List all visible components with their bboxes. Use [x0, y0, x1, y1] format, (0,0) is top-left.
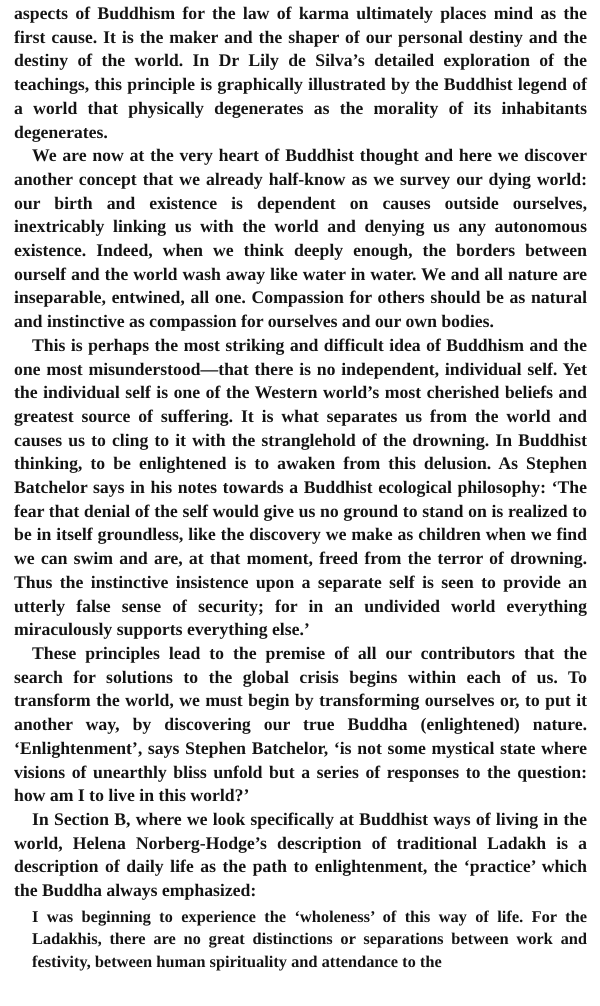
paragraph-section-b: In Section B, where we look specifically at Buddhist ways of living in the world, Helena Norberg-Hodge’s description of traditional Ladakh is a description of daily life as the path to enlightenment, the ‘practice’ which the Buddha always emphasized:	[14, 808, 587, 901]
paragraph-karma: aspects of Buddhism for the law of karma ultimately places mind as the first cause. It is the maker and the shaper of our personal destiny and the destiny of the world. In Dr Lily de Silva’s detailed exploration of the teachings, this principle is graphically illustrated by the Buddhist legend of a world that physically degenerates as the morality of its inhabitants degenerates.	[14, 3, 587, 142]
book-page	[14, 2, 587, 973]
paragraph-no-self: This is perhaps the most striking and difficult idea of Buddhism and the one most misunderstood—that there is no independent, individual self. Yet the individual self is one of the Western world’s most cherished beliefs and greatest source of suffering. It is what separates us from the world and causes us to cling to it with the stranglehold of the drowning. In Buddhist thinking, to be enlightened is to awaken from this delusion. As Stephen Batchelor says in his notes towards a Buddhist ecological philosophy: ‘The fear that denial of the self would give us no ground to stand on is realized to be in itself groundless, like the discovery we make as children when we find we can swim and are, at that moment, freed from the terror of drowning. Thus the instinctive insistence upon a separate self is seen to provide an utterly false sense of security; for in an undivided world everything miraculously supports everything else.’	[14, 334, 587, 640]
paragraph-principles: These principles lead to the premise of all our contributors that the search for solutions to the global crisis begins within each of us. To transform the world, we must begin by transforming ourselves or, to put it another way, by discovering our true Buddha (enlightened) nature. ‘Enlightenment’, says Stephen Batchelor, ‘is not some mystical state where visions of unearthly bliss unfold but a series of responses to the question: how am I to live in this world?’	[14, 642, 587, 806]
block-quote-ladakh: I was beginning to experience the ‘wholeness’ of this way of life. For the Ladakhis, there are no great distinctions or separations between work and festivity, between human spirituality and attendance to the	[32, 906, 587, 971]
paragraph-heart-of-thought: We are now at the very heart of Buddhist thought and here we discover another concept that we already half-know as we survey our dying world: our birth and existence is dependent on causes outside ourselves, inextricably linking us with the world and denying us any autonomous existence. Indeed, when we think deeply enough, the borders between ourself and the world wash away like water in water. We and all nature are inseparable, entwined, all one. Compassion for others should be as natural and instinctive as compassion for ourselves and our own bodies.	[14, 145, 587, 332]
